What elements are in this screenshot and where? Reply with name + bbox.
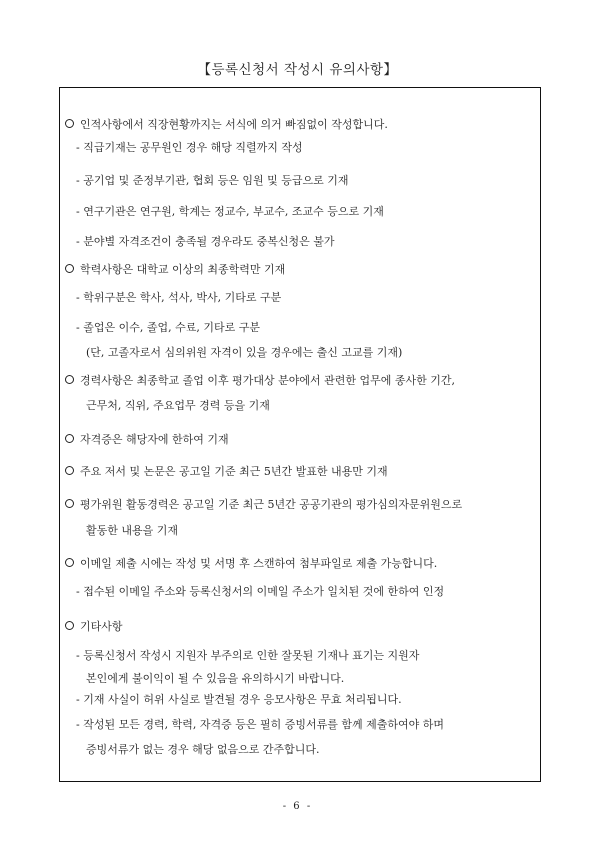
notice-line: 평가위원 활동경력은 공고일 기준 최근 5년간 공공기관의 평가심의자문위원으로 [65, 498, 462, 512]
page-number: - 6 - [282, 801, 313, 812]
notice-line: - 연구기관은 연구원, 학계는 정교수, 부교수, 조교수 등으로 기재 [76, 205, 384, 218]
circle-bullet-icon [65, 621, 74, 630]
circle-bullet-icon [65, 499, 74, 508]
notice-line: - 등록신청서 작성시 지원자 부주의로 인한 잘못된 기재나 표기는 지원자 [76, 649, 420, 662]
notice-line: 본인에게 불이익이 될 수 있음을 유의하시기 바랍니다. [86, 672, 345, 685]
circle-bullet-icon [65, 434, 74, 443]
notice-line: 증빙서류가 없는 경우 해당 없음으로 간주합니다. [86, 743, 320, 756]
notice-line: - 공기업 및 준정부기관, 협회 등은 임원 및 등급으로 기재 [76, 174, 349, 187]
page-title: 【등록신청서 작성시 유의사항】 [197, 62, 398, 78]
notice-line: 자격증은 해당자에 한하여 기재 [65, 433, 229, 447]
notice-line: 주요 저서 및 논문은 공고일 기준 최근 5년간 발표한 내용만 기재 [65, 465, 388, 479]
circle-bullet-icon [65, 375, 74, 384]
notice-line: - 졸업은 이수, 졸업, 수료, 기타로 구분 [76, 321, 260, 334]
circle-bullet-icon [65, 264, 74, 273]
circle-bullet-icon [65, 558, 74, 567]
notice-line: 근무처, 직위, 주요업무 경력 등을 기재 [86, 399, 270, 412]
notice-line: - 학위구분은 학사, 석사, 박사, 기타로 구분 [76, 291, 282, 304]
notice-line: 경력사항은 최종학교 졸업 이후 평가대상 분야에서 관련한 업무에 종사한 기간, [65, 374, 455, 388]
notice-line: (단, 고졸자로서 심의위원 자격이 있을 경우에는 출신 고교를 기재) [86, 346, 403, 359]
notice-line: 인적사항에서 직장현황까지는 서식에 의거 빠짐없이 작성합니다. [65, 118, 388, 132]
notice-line: - 직급기재는 공무원인 경우 해당 직렬까지 작성 [76, 141, 303, 154]
notice-line: 기타사항 [65, 620, 123, 634]
notice-line: 학력사항은 대학교 이상의 최종학력만 기재 [65, 263, 285, 277]
circle-bullet-icon [65, 466, 74, 475]
notice-line: - 분야별 자격조건이 충족될 경우라도 중복신청은 불가 [76, 235, 335, 248]
circle-bullet-icon [65, 119, 74, 128]
notice-line: 이메일 제출 시에는 작성 및 서명 후 스캔하여 첨부파일로 제출 가능합니다. [65, 557, 437, 571]
notice-box [59, 87, 541, 782]
notice-line: 활동한 내용을 기재 [86, 524, 179, 537]
notice-line: - 접수된 이메일 주소와 등록신청서의 이메일 주소가 일치된 것에 한하여 인정 [76, 585, 445, 598]
notice-line: - 기재 사실이 허위 사실로 발견될 경우 응모사항은 무효 처리됩니다. [76, 693, 402, 706]
notice-line: - 작성된 모든 경력, 학력, 자격증 등은 필히 증빙서류를 함께 제출하여야 하며 [76, 718, 444, 731]
